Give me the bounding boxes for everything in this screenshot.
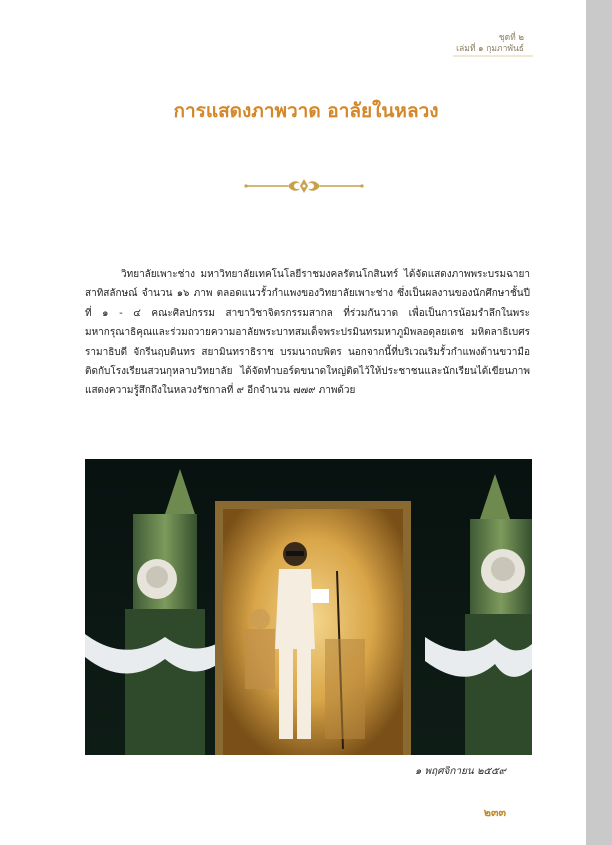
page-title: การแสดงภาพวาด อาลัยในหลวง: [173, 100, 439, 122]
header-rule: [453, 55, 533, 57]
volume-label: เล่มที่ ๑ กุมภาพันธ์: [456, 44, 524, 54]
series-label: ชุดที่ ๒: [498, 33, 524, 43]
photo-caption: ๑ พฤศจิกายน ๒๕๕๙: [415, 766, 506, 777]
event-photo: [85, 459, 532, 755]
paragraph-text: วิทยาลัยเพาะช่าง มหาวิทยาลัยเทคโนโลยีราชมงคลรัตนโกสินทร์ ได้จัดแสดงภาพพระบรมฉายาสาทิสลักษณ์ จำนวน ๑๖ ภาพ ตลอดแนวรั้วกำแพงของวิทยาลัยเพาะช่าง ซึ่งเป็นผลงานของนักศึกษาชั้นปีที่ ๑ - ๔ คณะศิลปกรรม สาขาวิชาจิตรกรรมสากล ที่ร่วมกันวาด เพื่อเป็นการน้อมรำลึกในพระมหากรุณาธิคุณและร่วมถวายความอาลัยพระบาทสมเด็จพระปรมินทรมหาภูมิพลอดุลยเดช มหิตลาธิเบศรรามาธิบดี จักรีนฤบดินทร สยามินทราธิราช บรมนาถบพิตร นอกจากนี้ที่บริเวณริมรั้วกำแพงด้านขวามือติดกับโรงเรียนสวนกุหลาบวิทยาลัย ได้จัดทำบอร์ดขนาดใหญ่ติดไว้ให้ประชาชนและนักเรียนได้เขียนภาพแสดงความรู้สึกถึงในหลวงรัชกาลที่ ๙ อีกจำนวน ๗๗๙ ภาพด้วย: [85, 269, 530, 397]
page-number: ๒๓๓: [483, 806, 506, 819]
exhibition-photo-illustration: [85, 459, 532, 755]
page-header: [456, 33, 524, 55]
divider-ornament-icon: [244, 176, 364, 196]
body-paragraph: [85, 265, 530, 401]
side-margin-strip: [586, 0, 612, 845]
